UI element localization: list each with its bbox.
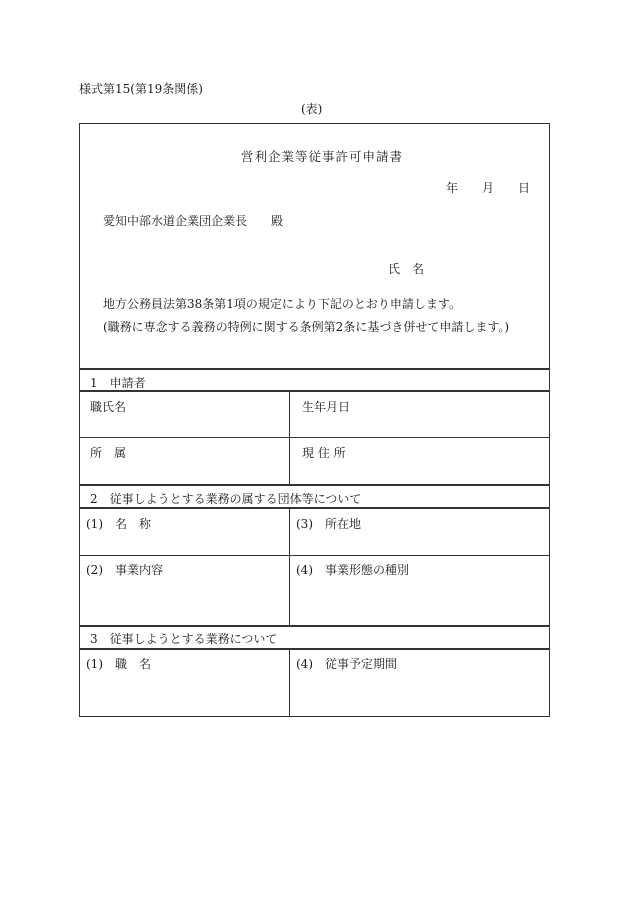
business-content-label: (2) 事業内容 [86, 563, 163, 577]
column-divider [289, 392, 290, 484]
organization-location-label: (3) 所在地 [296, 517, 361, 531]
statement-line-2: (職務に専念する義務の特例に関する条例第2条に基づき併せて申請します。) [103, 320, 510, 334]
organization-name-label: (1) 名 称 [86, 517, 151, 531]
divider [80, 648, 549, 650]
divider [80, 625, 549, 627]
date-day-label: 日 [518, 181, 531, 195]
column-divider [289, 650, 290, 717]
address-label: 現 住 所 [302, 446, 346, 460]
addressee: 愛知中部水道企業団企業長 殿 [103, 214, 284, 228]
application-form [79, 123, 550, 717]
name-position-label: 職氏名 [90, 400, 127, 414]
column-divider [289, 509, 290, 625]
affiliation-label: 所 属 [90, 446, 127, 460]
divider [80, 555, 549, 556]
form-title: 営利企業等従事許可申請書 [241, 149, 404, 164]
divider [80, 368, 549, 370]
business-type-label: (4) 事業形態の種別 [296, 563, 409, 577]
applicant-name-label: 氏 名 [388, 262, 425, 276]
divider [80, 507, 549, 509]
job-title-label: (1) 職 名 [86, 657, 151, 671]
divider [80, 484, 549, 486]
work-period-label: (4) 従事予定期間 [296, 657, 397, 671]
section1-heading: 1 申請者 [90, 376, 146, 390]
section3-heading: 3 従事しようとする業務について [90, 632, 278, 646]
form-number: 様式第15(第19条関係) [79, 82, 203, 96]
statement-line-1: 地方公務員法第38条第1項の規定により下記のとおり申請します。 [103, 297, 461, 311]
date-month-label: 月 [482, 181, 495, 195]
form-side-label: (表) [301, 102, 323, 116]
date-year-label: 年 [446, 181, 459, 195]
section2-heading: 2 従事しようとする業務の属する団体等について [90, 492, 362, 506]
divider [80, 390, 549, 392]
divider [80, 437, 549, 438]
birthdate-label: 生年月日 [302, 400, 351, 414]
